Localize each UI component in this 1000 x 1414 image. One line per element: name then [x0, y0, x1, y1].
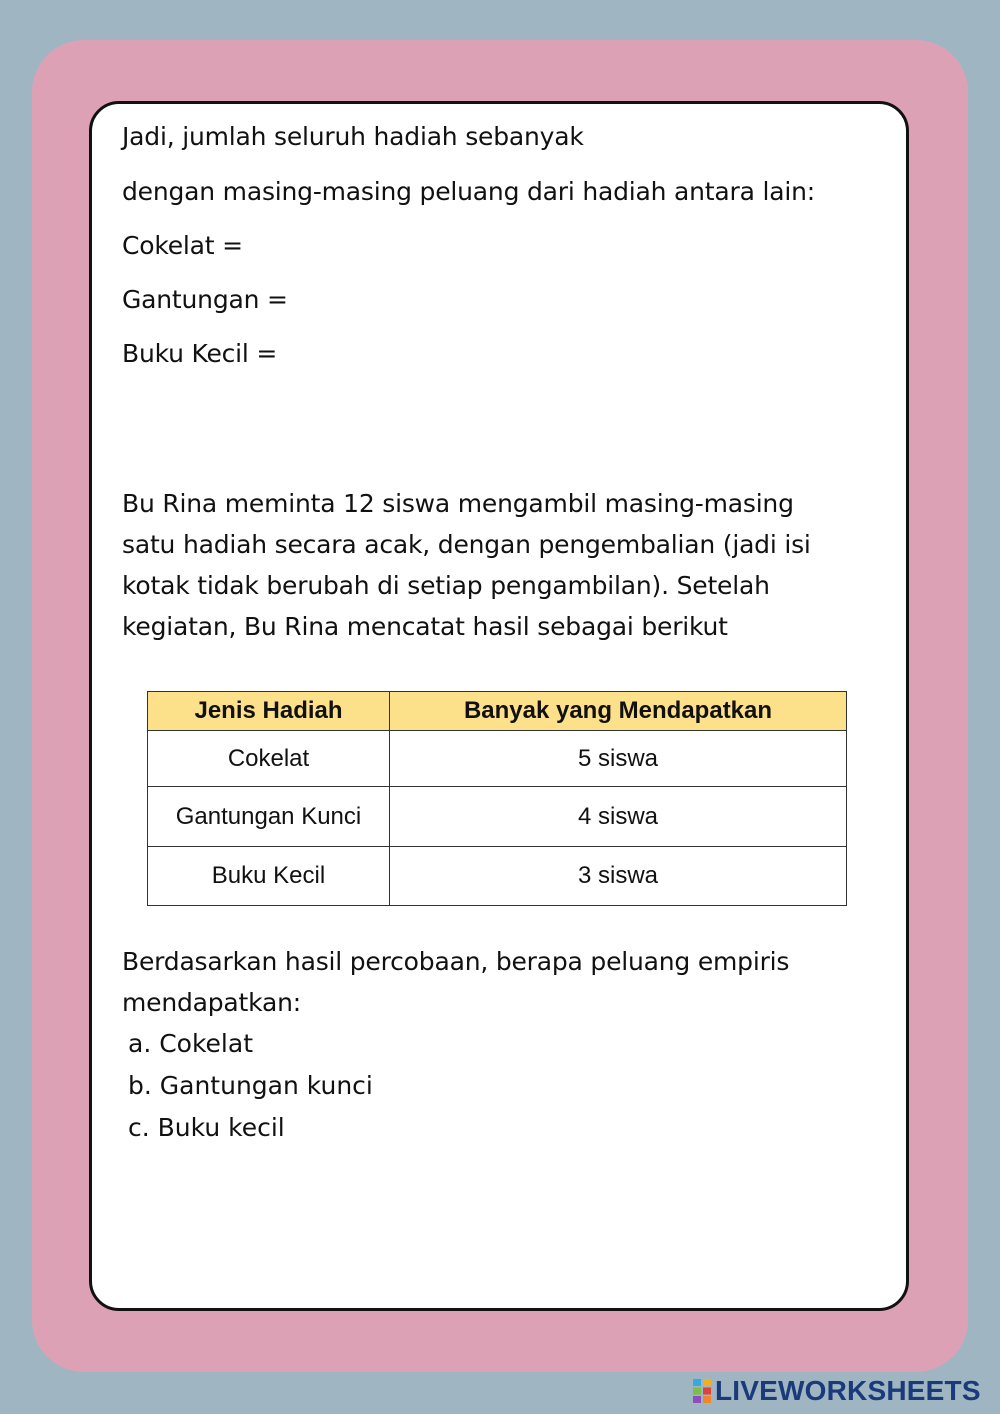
table-cell: Gantungan Kunci: [148, 787, 390, 847]
list-item: b. Gantungan kunci: [128, 1071, 373, 1100]
story-line: kotak tidak berubah di setiap pengambilan). Setelah: [122, 571, 770, 600]
liveworksheets-logo: [693, 1376, 981, 1406]
buku-answer-label: Buku Kecil =: [122, 339, 278, 368]
story-line: Bu Rina meminta 12 siswa mengambil masing-masing: [122, 489, 794, 518]
list-item: a. Cokelat: [128, 1029, 253, 1058]
liveworksheets-logo-icon: [693, 1379, 711, 1403]
cokelat-answer-label: Cokelat =: [122, 231, 243, 260]
intro-line-1: Jadi, jumlah seluruh hadiah sebanyak: [122, 122, 584, 151]
table-cell: 4 siswa: [390, 787, 847, 847]
list-item: c. Buku kecil: [128, 1113, 285, 1142]
story-line: satu hadiah secara acak, dengan pengembalian (jadi isi: [122, 530, 811, 559]
intro-line-2: dengan masing-masing peluang dari hadiah antara lain:: [122, 177, 815, 206]
header-jenis-hadiah: Jenis Hadiah: [148, 692, 390, 731]
table-row: [148, 847, 847, 906]
brand-name: LIVEWORKSHEETS: [715, 1375, 981, 1406]
question-line: mendapatkan:: [122, 988, 301, 1017]
story-line: kegiatan, Bu Rina mencatat hasil sebagai berikut: [122, 612, 728, 641]
table-row: [148, 731, 847, 787]
results-table: [147, 691, 847, 906]
table-cell: Cokelat: [148, 731, 390, 787]
question-paragraph: [122, 941, 872, 1023]
header-banyak: Banyak yang Mendapatkan: [390, 692, 847, 731]
table-cell: 5 siswa: [390, 731, 847, 787]
table-cell: Buku Kecil: [148, 847, 390, 906]
table-header-row: [148, 692, 847, 731]
table-row: [148, 787, 847, 847]
question-line: Berdasarkan hasil percobaan, berapa peluang empiris: [122, 947, 790, 976]
table-cell: 3 siswa: [390, 847, 847, 906]
story-paragraph: [122, 483, 872, 647]
gantungan-answer-label: Gantungan =: [122, 285, 288, 314]
